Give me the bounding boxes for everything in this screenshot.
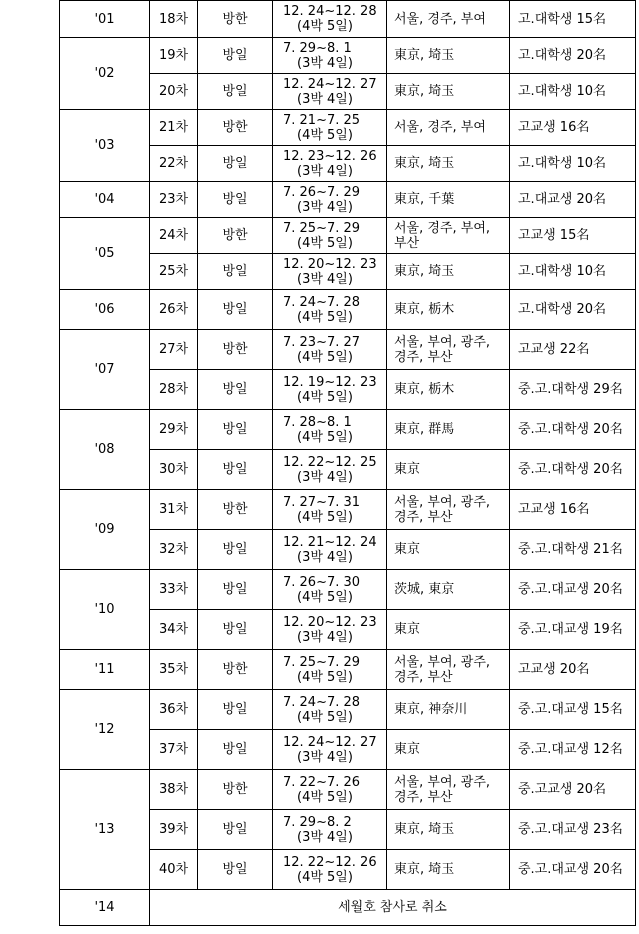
date-range: 12. 22~12. 25 (283, 454, 377, 470)
participants-cell: 고교생 15名 (510, 218, 636, 254)
participants-cell: 고교생 16名 (510, 490, 636, 530)
date-cell (273, 770, 387, 810)
session-number: 35차 (150, 650, 198, 690)
participants-cell: 중.고교생 20名 (510, 770, 636, 810)
visit-type: 방일 (198, 410, 273, 450)
location-cell (387, 770, 510, 810)
table-row (60, 38, 636, 74)
table-row (60, 570, 636, 610)
visit-type: 방일 (198, 610, 273, 650)
location-line-1: 서울, 경주, 부여, (394, 220, 491, 236)
visit-type: 방일 (198, 810, 273, 850)
location-line-2: 경주, 부산 (394, 349, 453, 365)
session-number: 19차 (150, 38, 198, 74)
date-range: 12. 24~12. 27 (283, 734, 377, 750)
year-cell: '02 (60, 38, 150, 110)
date-cell (273, 650, 387, 690)
session-number: 29차 (150, 410, 198, 450)
duration: (4박 5일) (297, 19, 353, 34)
date-cell (273, 450, 387, 490)
date-cell (273, 110, 387, 146)
date-cell (273, 290, 387, 330)
duration: (3박 4일) (297, 199, 353, 215)
session-number: 27차 (150, 330, 198, 370)
location-cell: 東京, 千葉 (387, 182, 510, 218)
duration: (3박 4일) (297, 163, 353, 179)
location-line-1: 서울, 부여, 광주, (394, 494, 491, 510)
date-cell (273, 146, 387, 182)
year-cell: '05 (60, 218, 150, 290)
duration: (3박 4일) (297, 829, 353, 845)
location-cell (387, 490, 510, 530)
visit-type: 방일 (198, 290, 273, 330)
date-cell (273, 850, 387, 890)
year-cell: '12 (60, 690, 150, 770)
visit-type: 방일 (198, 570, 273, 610)
location-cell: 東京 (387, 450, 510, 490)
location-cell: 東京, 埼玉 (387, 38, 510, 74)
visit-type: 방일 (198, 146, 273, 182)
location-cell: 東京, 埼玉 (387, 254, 510, 290)
location-line-2: 경주, 부산 (394, 669, 453, 685)
duration: (3박 4일) (297, 271, 353, 287)
date-range: 7. 27~7. 31 (283, 494, 361, 510)
location-line-1: 서울, 부여, 광주, (394, 334, 491, 350)
participants-cell: 중.고.대학생 20名 (510, 410, 636, 450)
session-number: 22차 (150, 146, 198, 182)
date-range: 7. 25~7. 29 (283, 654, 361, 670)
table-row (60, 218, 636, 254)
date-range: 7. 25~7. 29 (283, 220, 361, 236)
year-cell: '06 (60, 290, 150, 330)
duration: (4박 5일) (297, 349, 353, 365)
participants-cell: 중.고.대학생 20名 (510, 450, 636, 490)
duration: (4박 5일) (297, 509, 353, 525)
visit-type: 방일 (198, 530, 273, 570)
participants-cell: 중.고.대학생 21名 (510, 530, 636, 570)
date-range: 7. 24~7. 28 (283, 694, 361, 710)
date-range: 7. 28~8. 1 (283, 414, 352, 430)
location-cell: 서울, 경주, 부여 (387, 1, 510, 38)
year-cell: '03 (60, 110, 150, 182)
duration: (4박 5일) (297, 429, 353, 445)
date-range: 12. 24~12. 27 (283, 76, 377, 92)
date-range: 7. 21~7. 25 (283, 112, 361, 128)
table-row (60, 490, 636, 530)
table-row (60, 1, 636, 38)
date-range: 12. 23~12. 26 (283, 148, 377, 164)
participants-cell: 고.대학생 15名 (510, 1, 636, 38)
session-number: 37차 (150, 730, 198, 770)
visit-type: 방한 (198, 650, 273, 690)
location-cell (387, 330, 510, 370)
duration: (3박 4일) (297, 91, 353, 107)
date-cell (273, 410, 387, 450)
table-row (60, 690, 636, 730)
visit-type: 방한 (198, 770, 273, 810)
location-line-1: 서울, 부여, 광주, (394, 654, 491, 670)
duration: (4박 5일) (297, 127, 353, 143)
visit-type: 방일 (198, 254, 273, 290)
location-cell (387, 218, 510, 254)
session-number: 33차 (150, 570, 198, 610)
table-row (60, 110, 636, 146)
table-row (60, 290, 636, 330)
participants-cell: 고.대학생 20名 (510, 38, 636, 74)
year-cell: '10 (60, 570, 150, 650)
date-range: 12. 22~12. 26 (283, 854, 377, 870)
duration: (4박 5일) (297, 709, 353, 725)
table-row (60, 182, 636, 218)
location-cell: 茨城, 東京 (387, 570, 510, 610)
year-cell: '14 (60, 890, 150, 926)
date-cell (273, 330, 387, 370)
date-cell (273, 530, 387, 570)
participants-cell: 중.고.대교생 19名 (510, 610, 636, 650)
visit-type: 방한 (198, 330, 273, 370)
date-cell (273, 730, 387, 770)
visit-type: 방일 (198, 850, 273, 890)
participants-cell: 고교생 20名 (510, 650, 636, 690)
participants-cell: 고교생 16名 (510, 110, 636, 146)
date-cell (273, 810, 387, 850)
session-number: 25차 (150, 254, 198, 290)
location-cell: 서울, 경주, 부여 (387, 110, 510, 146)
participants-cell: 고.대교생 20名 (510, 182, 636, 218)
date-cell (273, 610, 387, 650)
location-cell: 東京 (387, 610, 510, 650)
duration: (3박 4일) (297, 629, 353, 645)
participants-cell: 중.고.대학생 29名 (510, 370, 636, 410)
date-cell (273, 570, 387, 610)
visit-type: 방일 (198, 690, 273, 730)
session-number: 23차 (150, 182, 198, 218)
visit-type: 방한 (198, 490, 273, 530)
session-number: 39차 (150, 810, 198, 850)
date-cell (273, 182, 387, 218)
year-cell: '04 (60, 182, 150, 218)
location-cell: 東京 (387, 530, 510, 570)
year-cell: '08 (60, 410, 150, 490)
date-range: 12. 20~12. 23 (283, 256, 377, 272)
participants-cell: 중.고.대교생 23名 (510, 810, 636, 850)
visit-type: 방일 (198, 450, 273, 490)
date-range: 7. 29~8. 2 (283, 814, 352, 830)
participants-cell: 고.대학생 10名 (510, 254, 636, 290)
participants-cell: 고.대학생 20名 (510, 290, 636, 330)
session-number: 24차 (150, 218, 198, 254)
date-range: 7. 24~7. 28 (283, 294, 361, 310)
visit-type: 방일 (198, 730, 273, 770)
location-line-1: 서울, 부여, 광주, (394, 774, 491, 790)
cancellation-note: 세월호 참사로 취소 (150, 890, 636, 926)
date-cell (273, 254, 387, 290)
location-cell: 東京 (387, 730, 510, 770)
table-row (60, 410, 636, 450)
session-number: 21차 (150, 110, 198, 146)
location-cell: 東京, 埼玉 (387, 810, 510, 850)
session-number: 38차 (150, 770, 198, 810)
location-cell (387, 650, 510, 690)
duration: (4박 5일) (297, 669, 353, 685)
year-cell: '07 (60, 330, 150, 410)
table-row (60, 770, 636, 810)
participants-cell: 고교생 22名 (510, 330, 636, 370)
location-cell: 東京, 埼玉 (387, 74, 510, 110)
date-range: 12. 24~12. 28 (283, 4, 377, 19)
session-number: 36차 (150, 690, 198, 730)
date-range: 7. 22~7. 26 (283, 774, 361, 790)
session-number: 31차 (150, 490, 198, 530)
location-line-2: 경주, 부산 (394, 789, 453, 805)
exchange-history-table (59, 0, 636, 926)
table-row (60, 650, 636, 690)
date-range: 12. 20~12. 23 (283, 614, 377, 630)
location-cell: 東京, 神奈川 (387, 690, 510, 730)
session-number: 34차 (150, 610, 198, 650)
location-cell: 東京, 栃木 (387, 290, 510, 330)
date-range: 12. 19~12. 23 (283, 374, 377, 390)
visit-type: 방한 (198, 218, 273, 254)
visit-type: 방일 (198, 38, 273, 74)
duration: (3박 4일) (297, 549, 353, 565)
location-cell: 東京, 埼玉 (387, 850, 510, 890)
duration: (4박 5일) (297, 389, 353, 405)
location-line-2: 부산 (394, 235, 420, 251)
date-cell (273, 74, 387, 110)
participants-cell: 고.대학생 10名 (510, 74, 636, 110)
date-range: 12. 21~12. 24 (283, 534, 377, 550)
table-row (60, 330, 636, 370)
visit-type: 방일 (198, 370, 273, 410)
participants-cell: 고.대학생 10名 (510, 146, 636, 182)
duration: (3박 4일) (297, 469, 353, 485)
date-cell (273, 38, 387, 74)
visit-type: 방한 (198, 1, 273, 38)
duration: (3박 4일) (297, 55, 353, 71)
visit-type: 방일 (198, 182, 273, 218)
date-cell (273, 1, 387, 38)
year-cell: '09 (60, 490, 150, 570)
duration: (4박 5일) (297, 589, 353, 605)
year-cell: '13 (60, 770, 150, 890)
session-number: 40차 (150, 850, 198, 890)
participants-cell: 중.고.대교생 20名 (510, 850, 636, 890)
session-number: 30차 (150, 450, 198, 490)
duration: (4박 5일) (297, 869, 353, 885)
date-cell (273, 218, 387, 254)
participants-cell: 중.고.대교생 15名 (510, 690, 636, 730)
duration: (4박 5일) (297, 789, 353, 805)
year-cell: '01 (60, 1, 150, 38)
location-line-2: 경주, 부산 (394, 509, 453, 525)
date-range: 7. 26~7. 30 (283, 574, 361, 590)
year-cell: '11 (60, 650, 150, 690)
session-number: 32차 (150, 530, 198, 570)
duration: (4박 5일) (297, 309, 353, 325)
duration: (3박 4일) (297, 749, 353, 765)
session-number: 18차 (150, 1, 198, 38)
table-row (60, 890, 636, 926)
participants-cell: 중.고.대교생 20名 (510, 570, 636, 610)
session-number: 20차 (150, 74, 198, 110)
location-cell: 東京, 栃木 (387, 370, 510, 410)
date-cell (273, 490, 387, 530)
date-cell (273, 690, 387, 730)
session-number: 26차 (150, 290, 198, 330)
location-cell: 東京, 埼玉 (387, 146, 510, 182)
date-range: 7. 29~8. 1 (283, 40, 352, 56)
session-number: 28차 (150, 370, 198, 410)
location-cell: 東京, 群馬 (387, 410, 510, 450)
date-range: 7. 26~7. 29 (283, 184, 361, 200)
participants-cell: 중.고.대교생 12名 (510, 730, 636, 770)
visit-type: 방일 (198, 74, 273, 110)
duration: (4박 5일) (297, 235, 353, 251)
visit-type: 방한 (198, 110, 273, 146)
date-range: 7. 23~7. 27 (283, 334, 361, 350)
date-cell (273, 370, 387, 410)
